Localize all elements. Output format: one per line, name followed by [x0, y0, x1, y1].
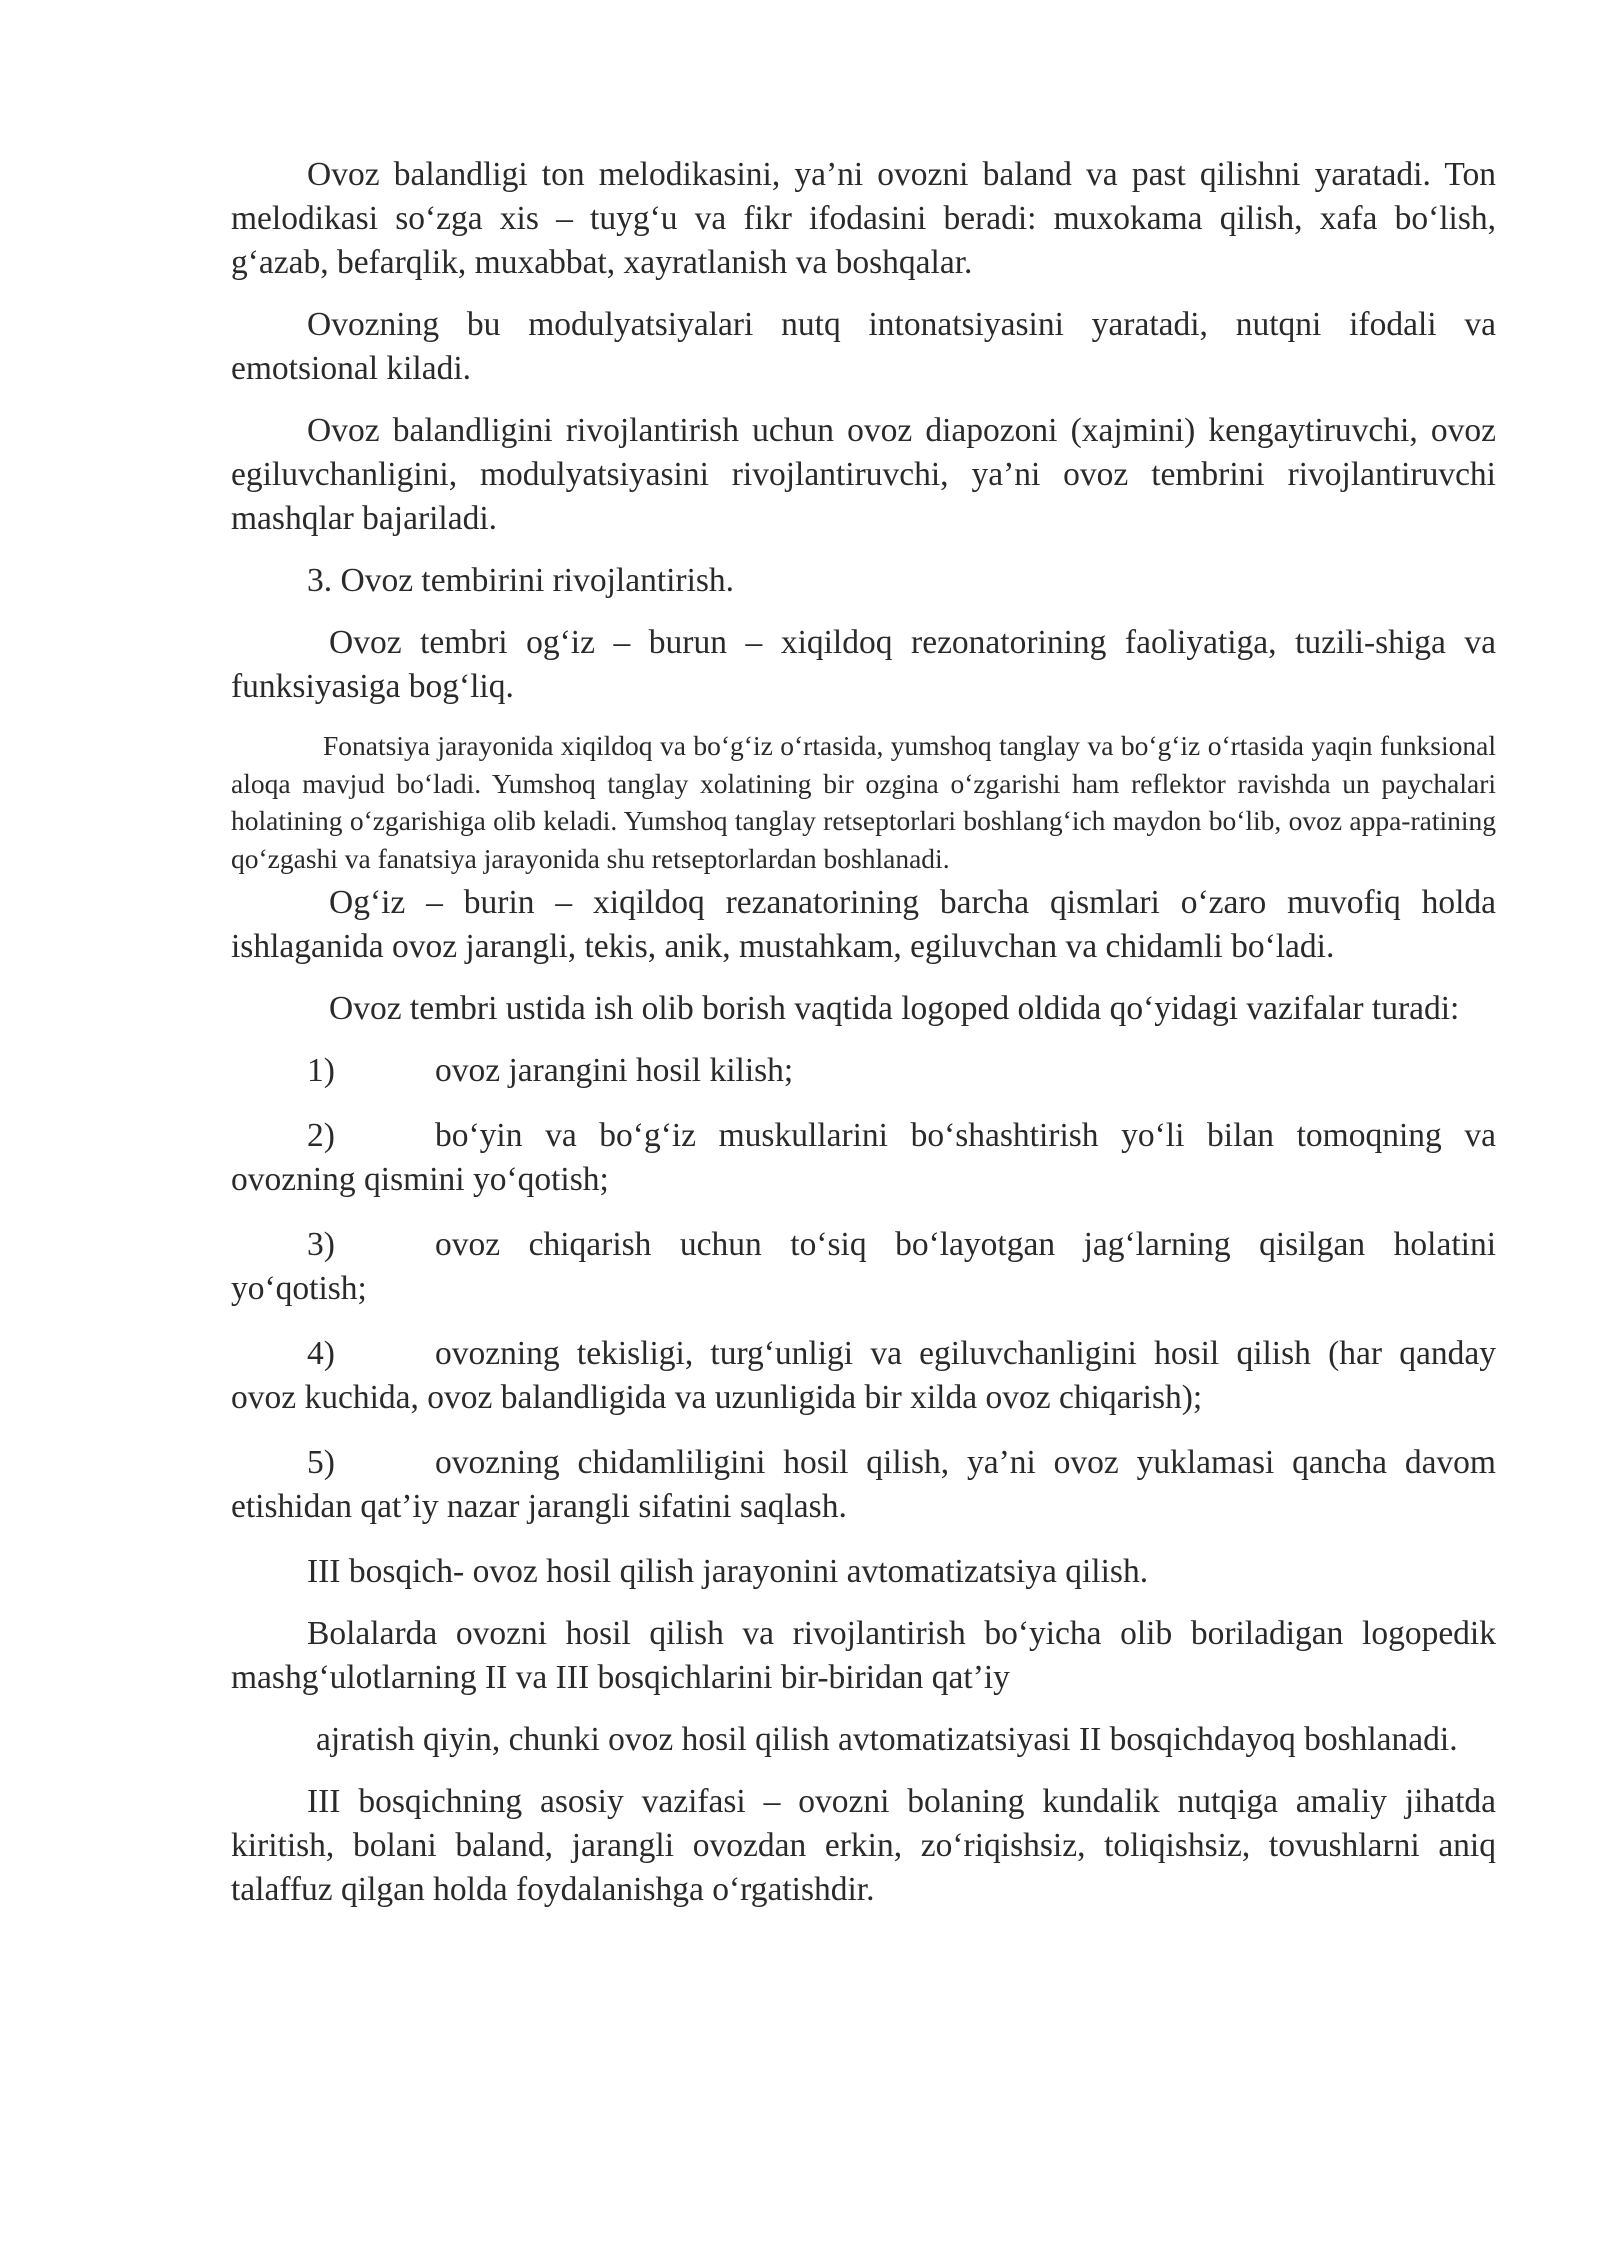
list-item-text: ovoz chiqarish uchun to‘siq bo‘layotgan jag‘larning qisilgan holatini yo‘qotish; [231, 1226, 1496, 1307]
paragraph-timbre-resonator: Ovoz tembri og‘iz – burun – xiqildoq rezonatorining faoliyatiga, tuzili-shiga va funksiyasiga bog‘liq. [231, 624, 1496, 705]
list-item-number: 3) [307, 1226, 335, 1263]
paragraph-modulation: Ovozning bu modulyatsiyalari nutq intonatsiyasini yaratadi, nutqni ifodali va emotsional kiladi. [231, 306, 1496, 387]
paragraph-stages-separation: Bolalarda ovozni hosil qilish va rivojlantirish bo‘yicha olib boriladigan logopedik mashg‘ulotlarning II va III bosqichlarini bir-biridan qat’iy [231, 1615, 1496, 1696]
paragraph-logoped-tasks: Ovoz tembri ustida ish olib borish vaqtida logoped oldida qo‘yidagi vazifalar turadi: [329, 990, 1460, 1027]
paragraph-stage-three: III bosqich- ovoz hosil qilish jarayonini avtomatizatsiya qilish. [307, 1553, 1149, 1590]
list-item-number: 1) [307, 1052, 335, 1089]
paragraph-resonator-parts: Og‘iz – burin – xiqildoq rezanatorining barcha qismlari o‘zaro muvofiq holda ishlaganida ovoz jarangli, tekis, anik, mustahkam, egiluvchan va chidamli bo‘ladi. [231, 884, 1496, 965]
section-heading-timbre: 3. Ovoz tembirini rivojlantirish. [307, 562, 735, 599]
list-item [231, 1441, 1496, 1529]
list-item-number: 2) [307, 1117, 335, 1154]
paragraph-stage-three-task: III bosqichning asosiy vazifasi – ovozni bolaning kundalik nutqiga amaliy jihatda kiritish, bolani baland, jarangli ovozdan erkin, zo‘riqishsiz, toliqishsiz, tovushlarni aniq talaffuz qilgan holda foydalanishga o‘rgatishdir. [231, 1783, 1496, 1908]
list-item-number: 4) [307, 1335, 335, 1372]
list-item [231, 1223, 1496, 1311]
list-item-text: ovozning chidamliligini hosil qilish, ya’ni ovoz yuklamasi qancha davom etishidan qat’iy nazar jarangli sifatini saqlash. [231, 1444, 1496, 1525]
paragraph-automation-start: ajratish qiyin, chunki ovoz hosil qilish avtomatizatsiyasi II bosqichdayoq boshlanadi. [316, 1721, 1458, 1758]
paragraph-pitch-exercises: Ovoz balandligini rivojlantirish uchun ovoz diapozoni (xajmini) kengaytiruvchi, ovoz egiluvchanligini, modulyatsiyasini rivojlantiruvchi, ya’ni ovoz tembrini rivojlantiruvchi mashqlar bajariladi. [231, 412, 1496, 537]
list-item-number: 5) [307, 1444, 335, 1481]
list-item-text: ovoz jarangini hosil kilish; [435, 1052, 794, 1089]
list-item-text: ovozning tekisligi, turg‘unligi va egiluvchanligini hosil qilish (har qanday ovoz kuchida, ovoz balandligida va uzunligida bir xilda ovoz chiqarish); [231, 1335, 1496, 1416]
list-item [231, 1049, 1496, 1093]
paragraph-phonation: Fonatsiya jarayonida xiqildoq va bo‘g‘iz o‘rtasida, yumshoq tanglay va bo‘g‘iz o‘rtasida yaqin funksional aloqa mavjud bo‘ladi. Yumshoq tanglay xolatining bir ozgina o‘zgarishi ham reflektor ravishda un paychalari holatining o‘zgarishiga olib keladi. Yumshoq tanglay retseptorlari boshlang‘ich maydon bo‘lib, ovoz appa-ratining qo‘zgashi va fanatsiya jarayonida shu retseptorlardan boshlanadi. [231, 730, 1496, 874]
list-item-text: bo‘yin va bo‘g‘iz muskullarini bo‘shashtirish yo‘li bilan tomoqning va ovozning qismini yo‘qotish; [231, 1117, 1496, 1198]
list-item [231, 1114, 1496, 1202]
list-item [231, 1332, 1496, 1420]
paragraph-voice-pitch: Ovoz balandligi ton melodikasini, ya’ni ovozni baland va past qilishni yaratadi. Ton melodikasi so‘zga xis – tuyg‘u va fikr ifodasini beradi: muxokama qilish, xafa bo‘lish, g‘azab, befarqlik, muxabbat, xayratlanish va boshqalar. [231, 156, 1496, 281]
document-page [231, 153, 1496, 1930]
